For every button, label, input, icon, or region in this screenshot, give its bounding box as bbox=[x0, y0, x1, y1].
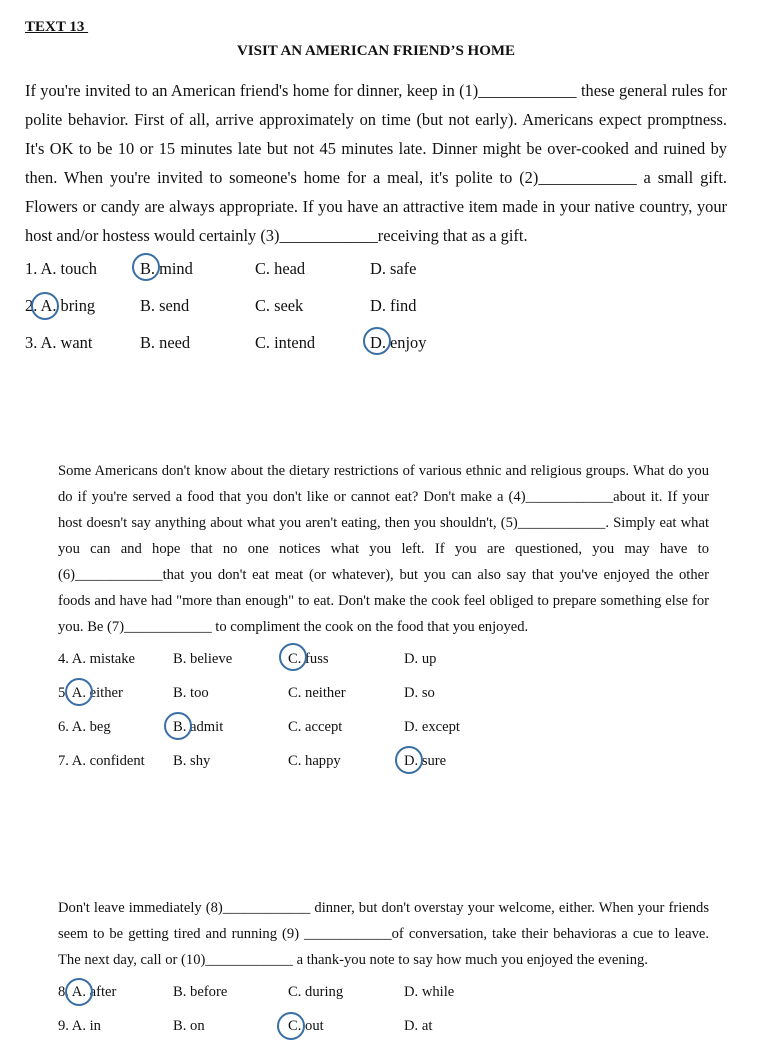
option-a[interactable]: 5. A. either bbox=[58, 685, 123, 701]
text-number-label: TEXT 13 bbox=[25, 19, 89, 35]
option-d[interactable]: D. except bbox=[404, 719, 460, 735]
option-d[interactable]: D. so bbox=[404, 685, 435, 701]
passage-paragraph-2: Some Americans don't know about the dietary restrictions of various ethnic and religious groups. What do you do if you're served a food that you don't like or cannot eat? Don't make a (4)____________about it. If your host doesn't say anything about what you aren't eating, then you shouldn't, (5)____________. Simply eat what you can and hope that no one notices what you left. If you are questioned, you may have to (6)____________that you don't eat meat (or whatever), but you can also say that you've enjoyed the other foods and have had "more than enough" to eat. Don't make the cook feel obliged to prepare something else for you. Be (7)____________ to compliment the cook on the food that you enjoyed. bbox=[58, 463, 709, 635]
option-b[interactable]: B. believe bbox=[173, 651, 233, 667]
option-d[interactable]: D. at bbox=[404, 1018, 433, 1034]
option-b[interactable]: B. send bbox=[140, 296, 190, 315]
option-d[interactable]: D. sure bbox=[404, 753, 447, 769]
option-c[interactable]: C. fuss bbox=[288, 651, 329, 667]
option-b[interactable]: B. before bbox=[173, 984, 228, 1000]
option-d[interactable]: D. enjoy bbox=[370, 333, 427, 352]
option-b[interactable]: B. admit bbox=[173, 719, 224, 735]
option-c[interactable]: C. seek bbox=[255, 296, 304, 315]
option-a[interactable]: 4. A. mistake bbox=[58, 651, 136, 667]
option-a[interactable]: 1. A. touch bbox=[25, 259, 97, 278]
option-c[interactable]: C. head bbox=[255, 259, 306, 278]
option-d[interactable]: D. while bbox=[404, 984, 455, 1000]
option-c[interactable]: C. intend bbox=[255, 333, 316, 352]
document-title: VISIT AN AMERICAN FRIEND’S HOME bbox=[236, 43, 516, 59]
option-a[interactable]: 3. A. want bbox=[25, 333, 93, 352]
option-c[interactable]: C. happy bbox=[288, 753, 341, 769]
option-c[interactable]: C. during bbox=[288, 984, 344, 1000]
passage-paragraph-3: Don't leave immediately (8)____________ dinner, but don't overstay your welcome, either. When your friends seem to be getting tired and running (9) ____________of conversation, take their behavioras a cue to leave. The next day, call or (10)____________ a thank-you note to say how much you enjoyed the evening. bbox=[58, 900, 709, 968]
option-d[interactable]: D. up bbox=[404, 651, 437, 667]
option-a[interactable]: 6. A. beg bbox=[58, 719, 111, 735]
option-a[interactable]: 9. A. in bbox=[58, 1018, 101, 1034]
option-a[interactable]: 8. A. after bbox=[58, 984, 117, 1000]
option-b[interactable]: B. shy bbox=[173, 753, 211, 769]
option-b[interactable]: B. on bbox=[173, 1018, 205, 1034]
option-b[interactable]: B. too bbox=[173, 685, 209, 701]
option-b[interactable]: B. need bbox=[140, 333, 191, 352]
option-c[interactable]: C. out bbox=[288, 1018, 324, 1034]
option-a[interactable]: 2. A. bring bbox=[25, 296, 96, 315]
option-c[interactable]: C. neither bbox=[288, 685, 346, 701]
option-b[interactable]: B. mind bbox=[140, 259, 193, 278]
passage-paragraph-1: If you're invited to an American friend's home for dinner, keep in (1)____________ these general rules for polite behavior. First of all, arrive approximately on time (but not early). Americans expect promptness. It's OK to be 10 or 15 minutes late but not 45 minutes late. Dinner might be over-cooked and ruined by then. When you're invited to someone's home for a meal, it's polite to (2)____________ a small gift. Flowers or candy are always appropriate. If you have an attractive item made in your native country, your host and/or hostess would certainly (3)____________receiving that as a gift. bbox=[25, 81, 727, 245]
option-c[interactable]: C. accept bbox=[288, 719, 343, 735]
option-d[interactable]: D. safe bbox=[370, 259, 417, 278]
option-d[interactable]: D. find bbox=[370, 296, 417, 315]
option-a[interactable]: 7. A. confident bbox=[58, 753, 145, 769]
